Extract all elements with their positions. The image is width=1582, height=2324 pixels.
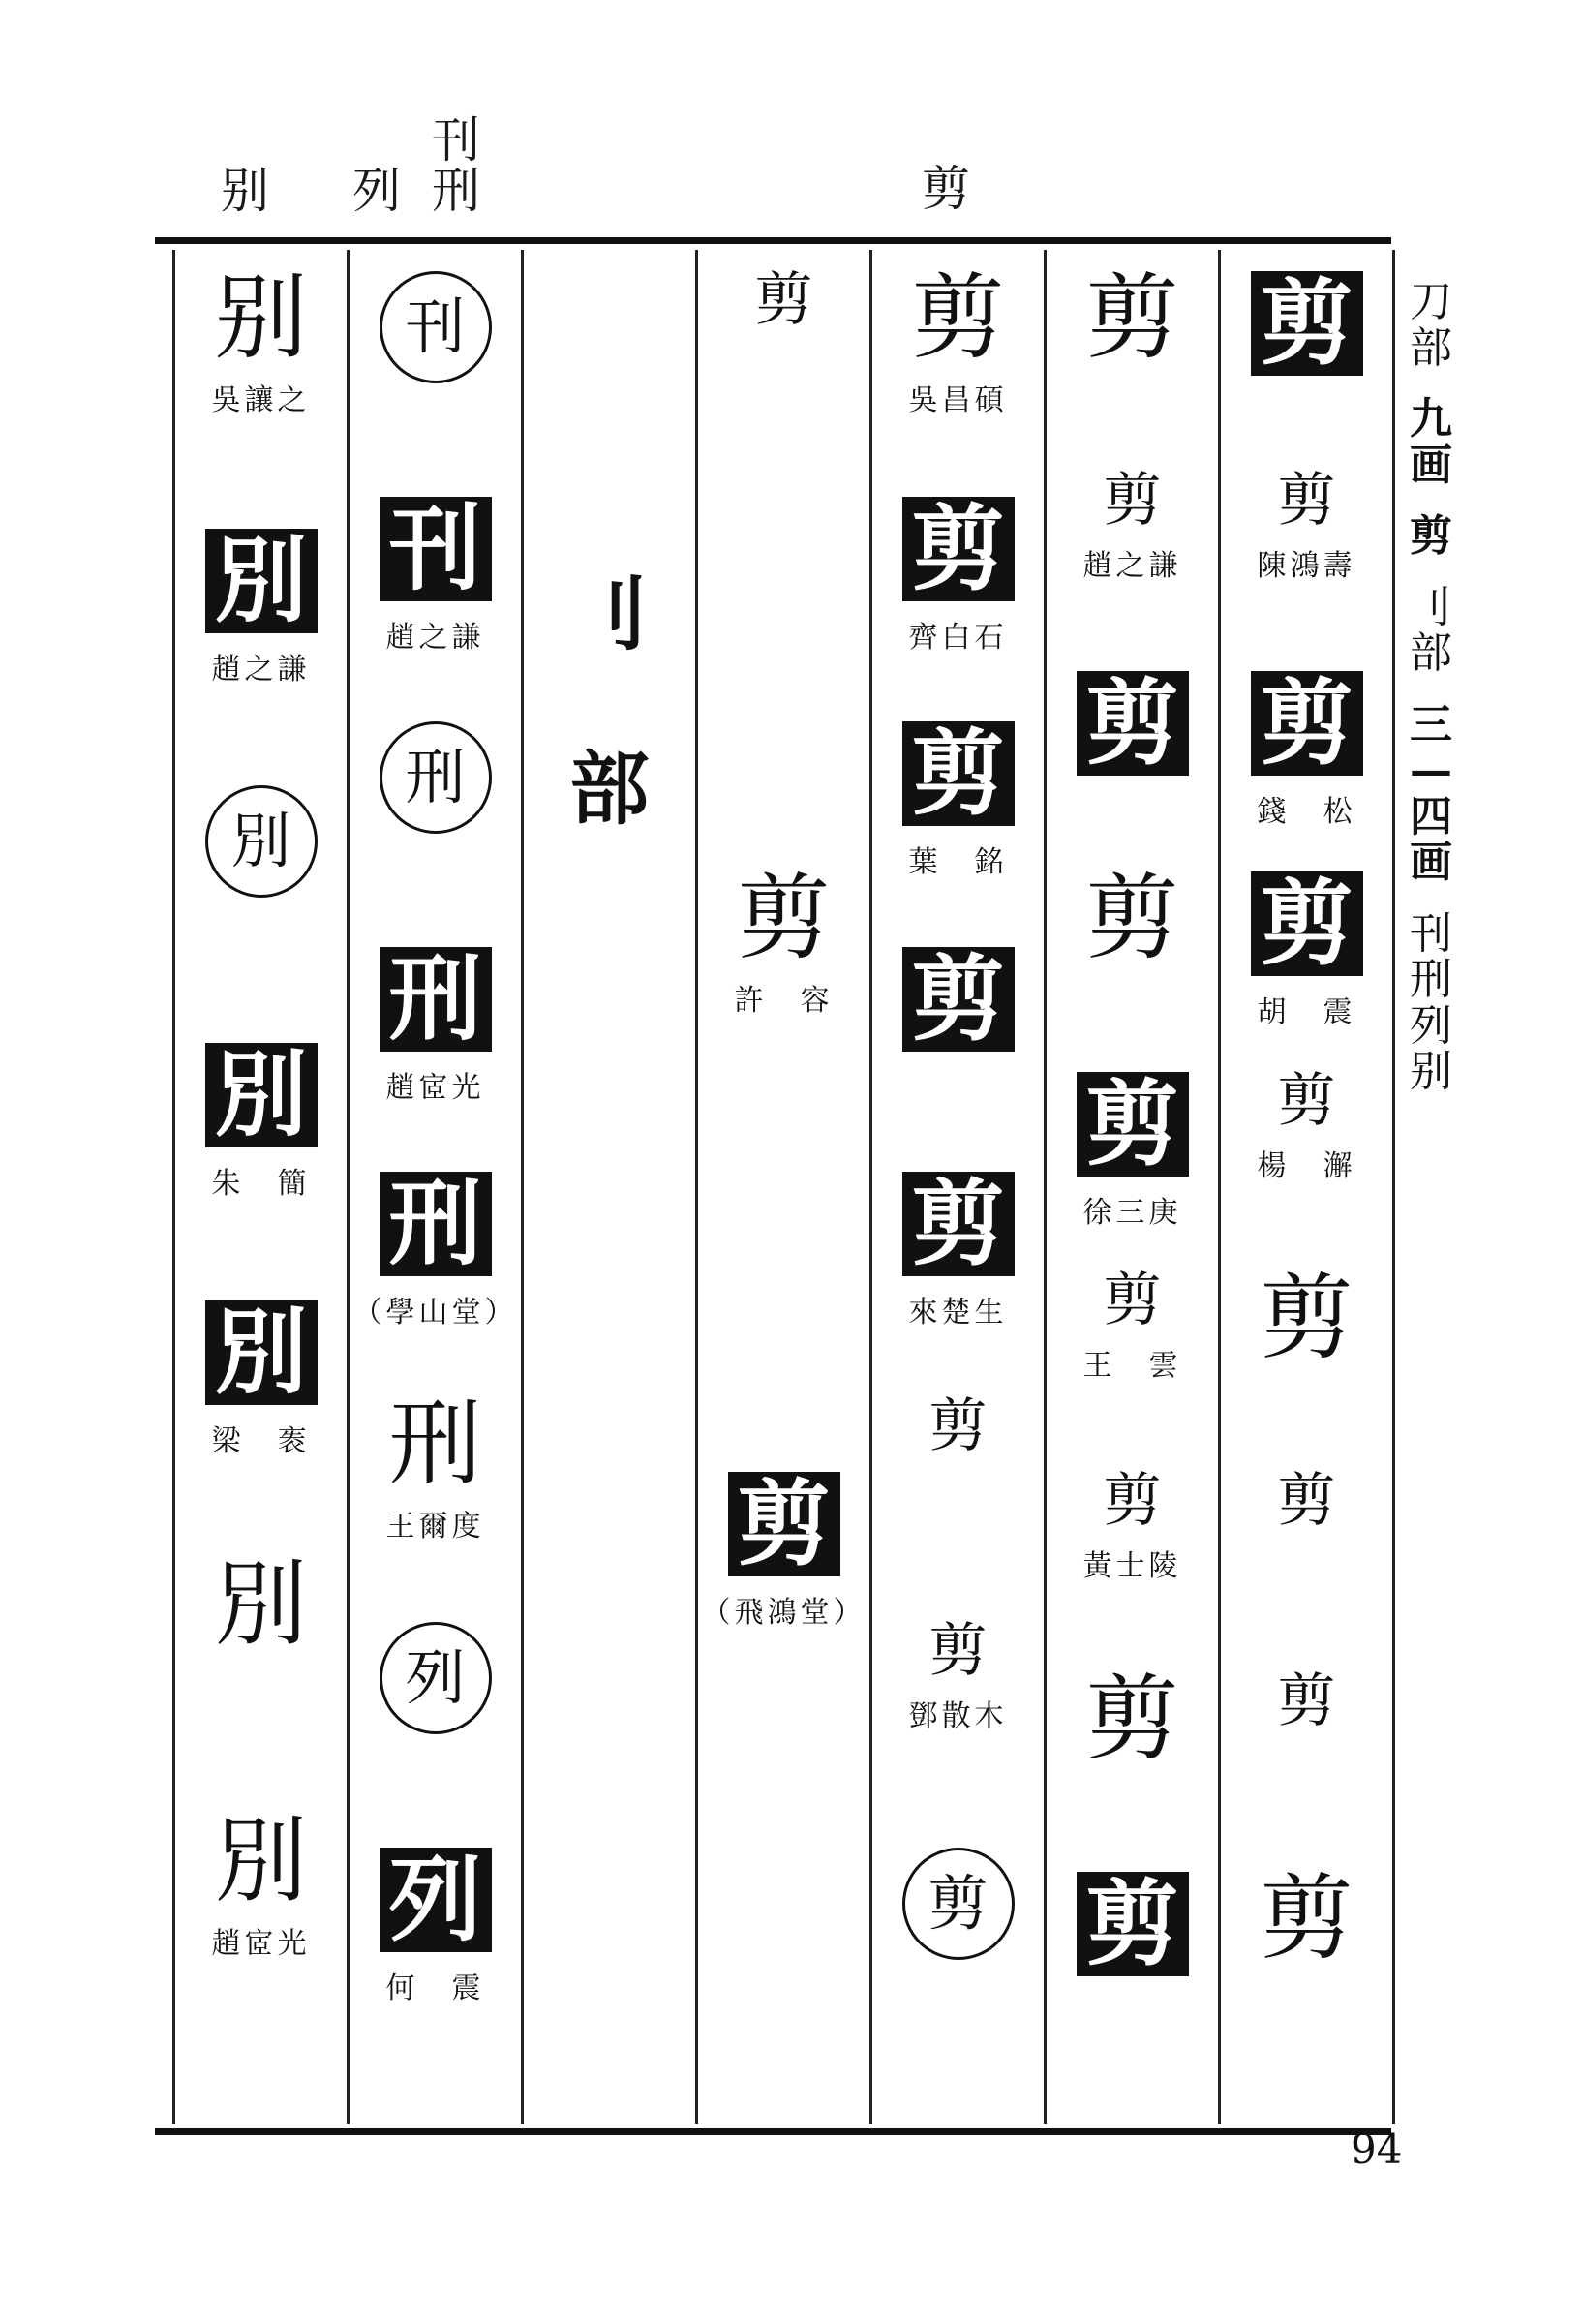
seal-entry	[1221, 1264, 1392, 1372]
seal-glyph: 剪	[1077, 671, 1189, 776]
seal-glyph: 剪	[1251, 872, 1363, 976]
side-index-char: —	[1410, 746, 1452, 796]
seal-entry	[872, 721, 1044, 880]
side-index-char: 别	[1410, 1047, 1452, 1097]
seal-entry	[1221, 268, 1392, 378]
column-radical	[524, 252, 695, 2121]
seal-glyph: 刑	[380, 947, 492, 1052]
seal-glyph: 剪	[1260, 1264, 1354, 1372]
seal-entry	[1221, 1667, 1392, 1735]
seal-glyph: 剪	[1277, 1067, 1336, 1135]
seal-glyph: 剪	[902, 947, 1015, 1052]
seal-glyph: 剪	[1103, 1267, 1162, 1334]
seal-glyph: 剪	[1085, 1665, 1179, 1773]
seal-entry	[1047, 1665, 1218, 1773]
seal-entry	[1221, 1864, 1392, 1972]
seal-glyph: 剪	[1277, 1467, 1336, 1535]
seal-entry	[872, 944, 1044, 1054]
seal-entry	[350, 271, 521, 383]
seal-entry	[872, 494, 1044, 656]
seal-glyph: 刊	[380, 271, 492, 383]
seal-glyph: 刑	[380, 721, 492, 834]
artist-name: 錢 松	[1257, 795, 1356, 829]
seal-entry	[1047, 263, 1218, 372]
seal-entry	[872, 1848, 1044, 1960]
seal-glyph: 剪	[902, 1848, 1015, 1960]
seal-entry	[175, 263, 347, 418]
artist-name: 吳昌碩	[908, 383, 1008, 417]
seal-glyph: 別	[205, 529, 318, 633]
seal-entry	[1047, 1069, 1218, 1231]
seal-glyph: 剪	[1251, 671, 1363, 776]
page-number: 94	[1351, 2125, 1403, 2173]
artist-name: 徐三庚	[1082, 1196, 1182, 1230]
seal-entry	[1221, 1467, 1392, 1535]
seal-entry	[350, 1390, 521, 1544]
artist-name: 陳鴻壽	[1257, 549, 1356, 583]
artist-name: 鄧散木	[908, 1699, 1008, 1733]
artist-name: 黃士陵	[1082, 1549, 1182, 1583]
header-kan: 刊	[432, 112, 480, 168]
artist-name: 葉 銘	[908, 845, 1008, 879]
seal-entry	[1047, 1267, 1218, 1384]
artist-name: 趙宧光	[385, 1071, 485, 1105]
artist-name: 趙之謙	[385, 621, 485, 655]
column-bie	[175, 252, 347, 2121]
artist-name: 何 震	[385, 1972, 485, 2005]
header-xing: 刑	[432, 163, 480, 219]
seal-entry	[350, 1169, 521, 1330]
header-lie: 列	[352, 163, 401, 219]
artist-name: 許 容	[734, 984, 834, 1018]
seal-glyph: 列	[380, 1848, 492, 1952]
side-index-char: 刊	[1410, 908, 1452, 959]
seal-entry	[175, 1300, 347, 1459]
artist-name: （飛鴻堂）	[701, 1596, 867, 1630]
side-index-char: 画	[1410, 440, 1452, 490]
seal-entry	[1047, 467, 1218, 584]
seal-entry	[350, 1622, 521, 1734]
seal-glyph: 剪	[1277, 1667, 1336, 1735]
side-index-char: 四	[1410, 791, 1452, 841]
seal-glyph: 別	[205, 1043, 318, 1147]
artist-name: 來楚生	[908, 1296, 1008, 1330]
seal-entry	[175, 1807, 347, 1962]
side-index-char: 三	[1410, 699, 1452, 749]
seal-entry	[1221, 467, 1392, 584]
seal-glyph: 剪	[902, 1172, 1015, 1276]
seal-glyph: 剪	[1077, 1072, 1189, 1177]
artist-name: 楊 澥	[1257, 1149, 1356, 1183]
seal-glyph: 別	[205, 1300, 318, 1405]
header-bie: 别	[221, 163, 269, 219]
side-index-char: 剪	[1410, 511, 1452, 562]
seal-glyph: 剪	[928, 1617, 988, 1685]
side-index-char: 刂	[1410, 582, 1452, 632]
side-index-char: 部	[1410, 322, 1452, 373]
seal-glyph: 剪	[1277, 467, 1336, 535]
side-index-char: 九	[1410, 394, 1452, 444]
seal-glyph: 剪	[1085, 263, 1179, 372]
column-kan-xing-lie	[350, 252, 521, 2121]
seal-entry	[698, 864, 869, 1019]
side-index-char: 刑	[1410, 955, 1452, 1005]
seal-entry	[698, 1469, 869, 1631]
seal-entry	[872, 263, 1044, 418]
seal-glyph: 别	[214, 263, 308, 372]
radical-title-bottom: 部	[569, 743, 650, 836]
seal-glyph: 剪	[911, 263, 1005, 372]
artist-name: 王 雲	[1082, 1349, 1182, 1383]
seal-glyph: 剪	[1251, 271, 1363, 376]
artist-name: 齊白石	[908, 621, 1008, 655]
seal-glyph: 別	[214, 1550, 308, 1659]
seal-glyph: 剪	[1260, 1864, 1354, 1972]
artist-name: 趙之謙	[211, 653, 311, 687]
seal-entry	[350, 944, 521, 1106]
seal-glyph: 刊	[380, 497, 492, 601]
seal-glyph: 剪	[728, 1472, 840, 1576]
seal-glyph: 刑	[380, 1172, 492, 1276]
seal-glyph: 別	[205, 785, 318, 898]
column-jian-a	[698, 252, 869, 2121]
seal-entry	[1221, 869, 1392, 1030]
column-jian-d	[1221, 252, 1392, 2121]
seal-entry	[1047, 1869, 1218, 1978]
seal-entry	[350, 721, 521, 834]
seal-entry	[175, 526, 347, 688]
header-jian: 剪	[922, 161, 970, 217]
artist-name: 朱 簡	[211, 1167, 311, 1201]
seal-entry	[1047, 864, 1218, 972]
column-divider	[1392, 250, 1395, 2124]
side-index-char: 部	[1410, 628, 1452, 679]
seal-glyph: 剪	[1085, 864, 1179, 972]
seal-glyph: 剪	[902, 497, 1015, 601]
side-index-char: 画	[1410, 838, 1452, 888]
seal-entry	[350, 494, 521, 656]
seal-glyph: 剪	[1077, 1872, 1189, 1976]
seal-entry	[1221, 668, 1392, 830]
seal-entry	[1047, 668, 1218, 778]
seal-entry	[1047, 1467, 1218, 1584]
seal-entry	[1221, 1067, 1392, 1184]
artist-name: 趙之謙	[1082, 549, 1182, 583]
side-index	[1402, 279, 1460, 1095]
seal-glyph: 剪	[737, 864, 831, 972]
artist-name: 吳讓之	[211, 383, 311, 417]
seal-entry	[872, 1169, 1044, 1330]
column-jian-c	[1047, 252, 1218, 2121]
seal-glyph: 刑	[388, 1390, 482, 1498]
seal-glyph: 剪	[1103, 1467, 1162, 1535]
seal-entry	[872, 1617, 1044, 1734]
seal-entry	[175, 1550, 347, 1659]
artist-name: 王爾度	[385, 1510, 485, 1544]
seal-entry	[698, 266, 869, 334]
artist-name: 趙宧光	[211, 1927, 311, 1961]
seal-glyph: 列	[380, 1622, 492, 1734]
seal-entry	[175, 1040, 347, 1202]
seal-glyph: 剪	[928, 1392, 988, 1460]
seal-glyph: 別	[214, 1807, 308, 1915]
seal-glyph: 剪	[754, 266, 813, 334]
seal-entry	[350, 1845, 521, 2006]
seal-entry	[175, 785, 347, 898]
artist-name: 胡 震	[1257, 995, 1356, 1029]
artist-name: 梁 袠	[211, 1424, 311, 1458]
seal-glyph: 剪	[1103, 467, 1162, 535]
side-index-char: 列	[1410, 1000, 1452, 1051]
seal-glyph: 剪	[902, 721, 1015, 826]
side-index-char: 刀	[1410, 277, 1452, 326]
seal-entry	[872, 1392, 1044, 1460]
radical-title-top: 刂	[569, 568, 650, 661]
column-jian-b	[872, 252, 1044, 2121]
artist-name: （學山堂）	[352, 1296, 518, 1330]
